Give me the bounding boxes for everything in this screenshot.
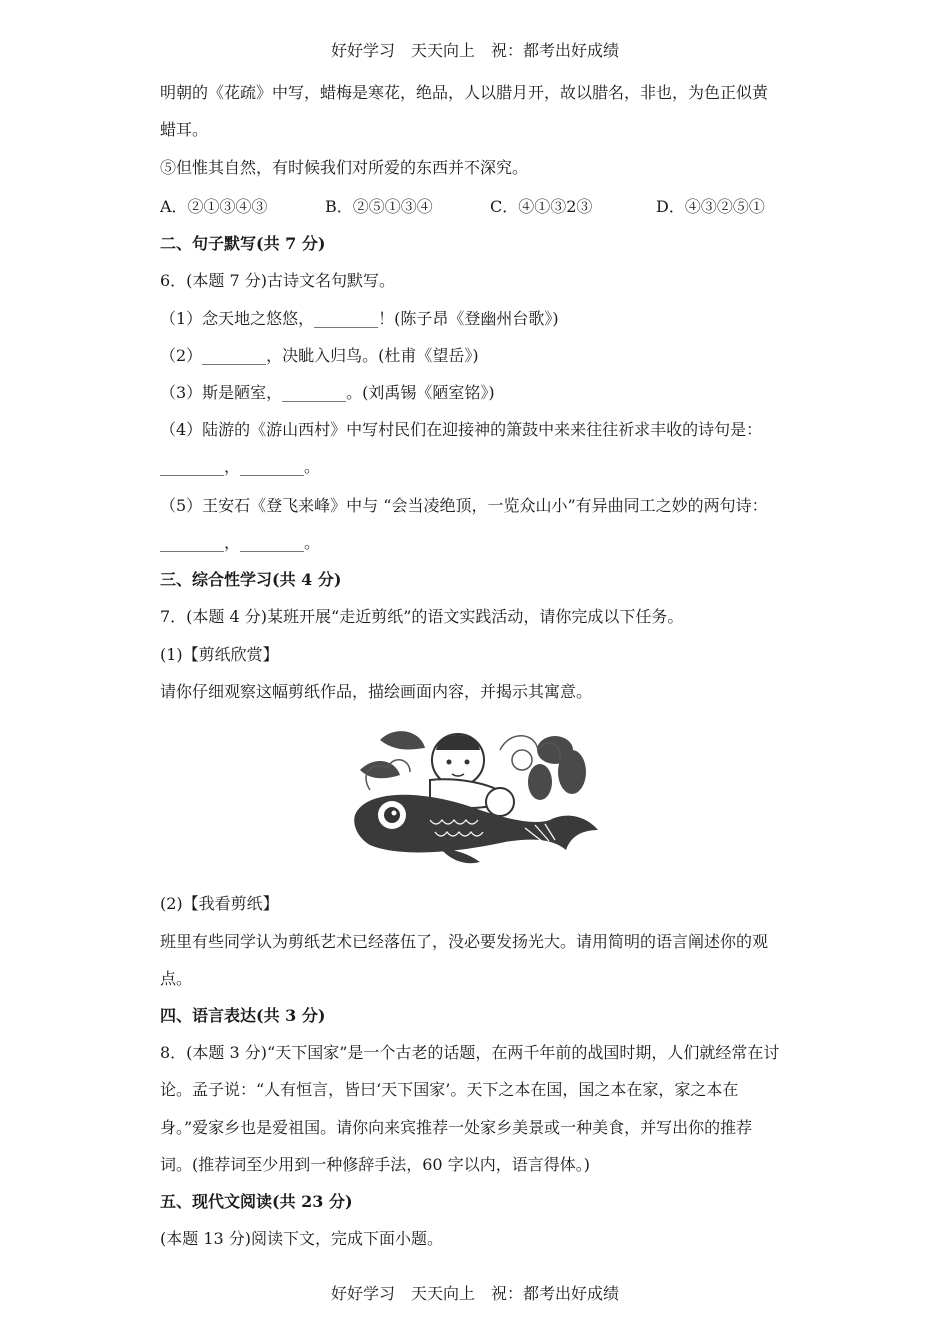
- page-footer: 好好学习 天天向上 祝：都考出好成绩: [330, 1284, 619, 1303]
- q7-sub2-text-2: 点。: [160, 969, 193, 988]
- section-2-title: 二、句子默写(共 7 分): [160, 234, 326, 253]
- q7-sub2-text-1: 班里有些同学认为剪纸艺术已经落伍了，没必要发扬光大。请用简明的语言阐述你的观: [160, 932, 769, 951]
- section-5-intro: (本题 13 分)阅读下文，完成下面小题。: [160, 1229, 444, 1248]
- q6-item-3: （3）斯是陋室，________。(刘禹锡《陋室铭》): [160, 383, 495, 402]
- q6-prompt: 6．(本题 7 分)古诗文名句默写。: [160, 271, 396, 290]
- q5-text-line-3: ⑤但惟其自然，有时候我们对所爱的东西并不深究。: [160, 158, 529, 177]
- q7-sub2-title: (2)【我看剪纸】: [160, 894, 279, 913]
- q5-text-line-1: 明朝的《花疏》中写，蜡梅是寒花，绝品，人以腊月开，故以腊名，非也，为色正似黄: [160, 83, 769, 102]
- q8-line-2: 论。孟子说：“人有恒言，皆曰‘天下国家’。天下之本在国，国之本在家，家之本在: [160, 1080, 739, 1099]
- q5-option-d: D．④③②⑤①: [656, 197, 765, 216]
- q5-option-c: C．④①③2③: [490, 197, 593, 216]
- q6-item-5: （5）王安石《登飞来峰》中与 “会当凌绝顶，一览众山小”有异曲同工之妙的两句诗：: [160, 496, 768, 515]
- q7-sub1-text: 请你仔细观察这幅剪纸作品，描绘画面内容，并揭示其寓意。: [160, 682, 593, 701]
- q5-text-line-2: 蜡耳。: [160, 120, 209, 139]
- q6-item-2: （2）________，决眦入归鸟。(杜甫《望岳》): [160, 346, 479, 365]
- section-4-title: 四、语言表达(共 3 分): [160, 1006, 326, 1025]
- page-header: 好好学习 天天向上 祝：都考出好成绩: [330, 41, 619, 60]
- q7-sub1-title: (1)【剪纸欣赏】: [160, 645, 279, 664]
- q8-line-1: 8．(本题 3 分)“天下国家”是一个古老的话题，在两千年前的战国时期，人们就经常在讨: [160, 1043, 780, 1062]
- q7-prompt: 7．(本题 4 分)某班开展“走近剪纸”的语文实践活动，请你完成以下任务。: [160, 607, 684, 626]
- q6-item-4: （4）陆游的《游山西村》中写村民们在迎接神的箫鼓中来来往往祈求丰收的诗句是：: [160, 420, 763, 439]
- q8-line-4: 词。(推荐词至少用到一种修辞手法，60 字以内，语言得体。): [160, 1155, 590, 1174]
- q8-line-3: 身。”爱家乡也是爱祖国。请你向来宾推荐一处家乡美景或一种美食，并写出你的推荐: [160, 1118, 753, 1137]
- section-5-title: 五、现代文阅读(共 23 分): [160, 1192, 353, 1211]
- q6-item-4-blanks: ________，________。: [160, 457, 321, 476]
- q5-option-a: A．②①③④③: [160, 197, 268, 216]
- q5-option-b: B．②⑤①③④: [325, 197, 433, 216]
- q6-item-1: （1）念天地之悠悠，________！(陈子昂《登幽州台歌》): [160, 309, 559, 328]
- section-3-title: 三、综合性学习(共 4 分): [160, 570, 342, 589]
- q6-item-5-blanks: ________，________。: [160, 533, 321, 552]
- paper-cut-image: [340, 720, 602, 870]
